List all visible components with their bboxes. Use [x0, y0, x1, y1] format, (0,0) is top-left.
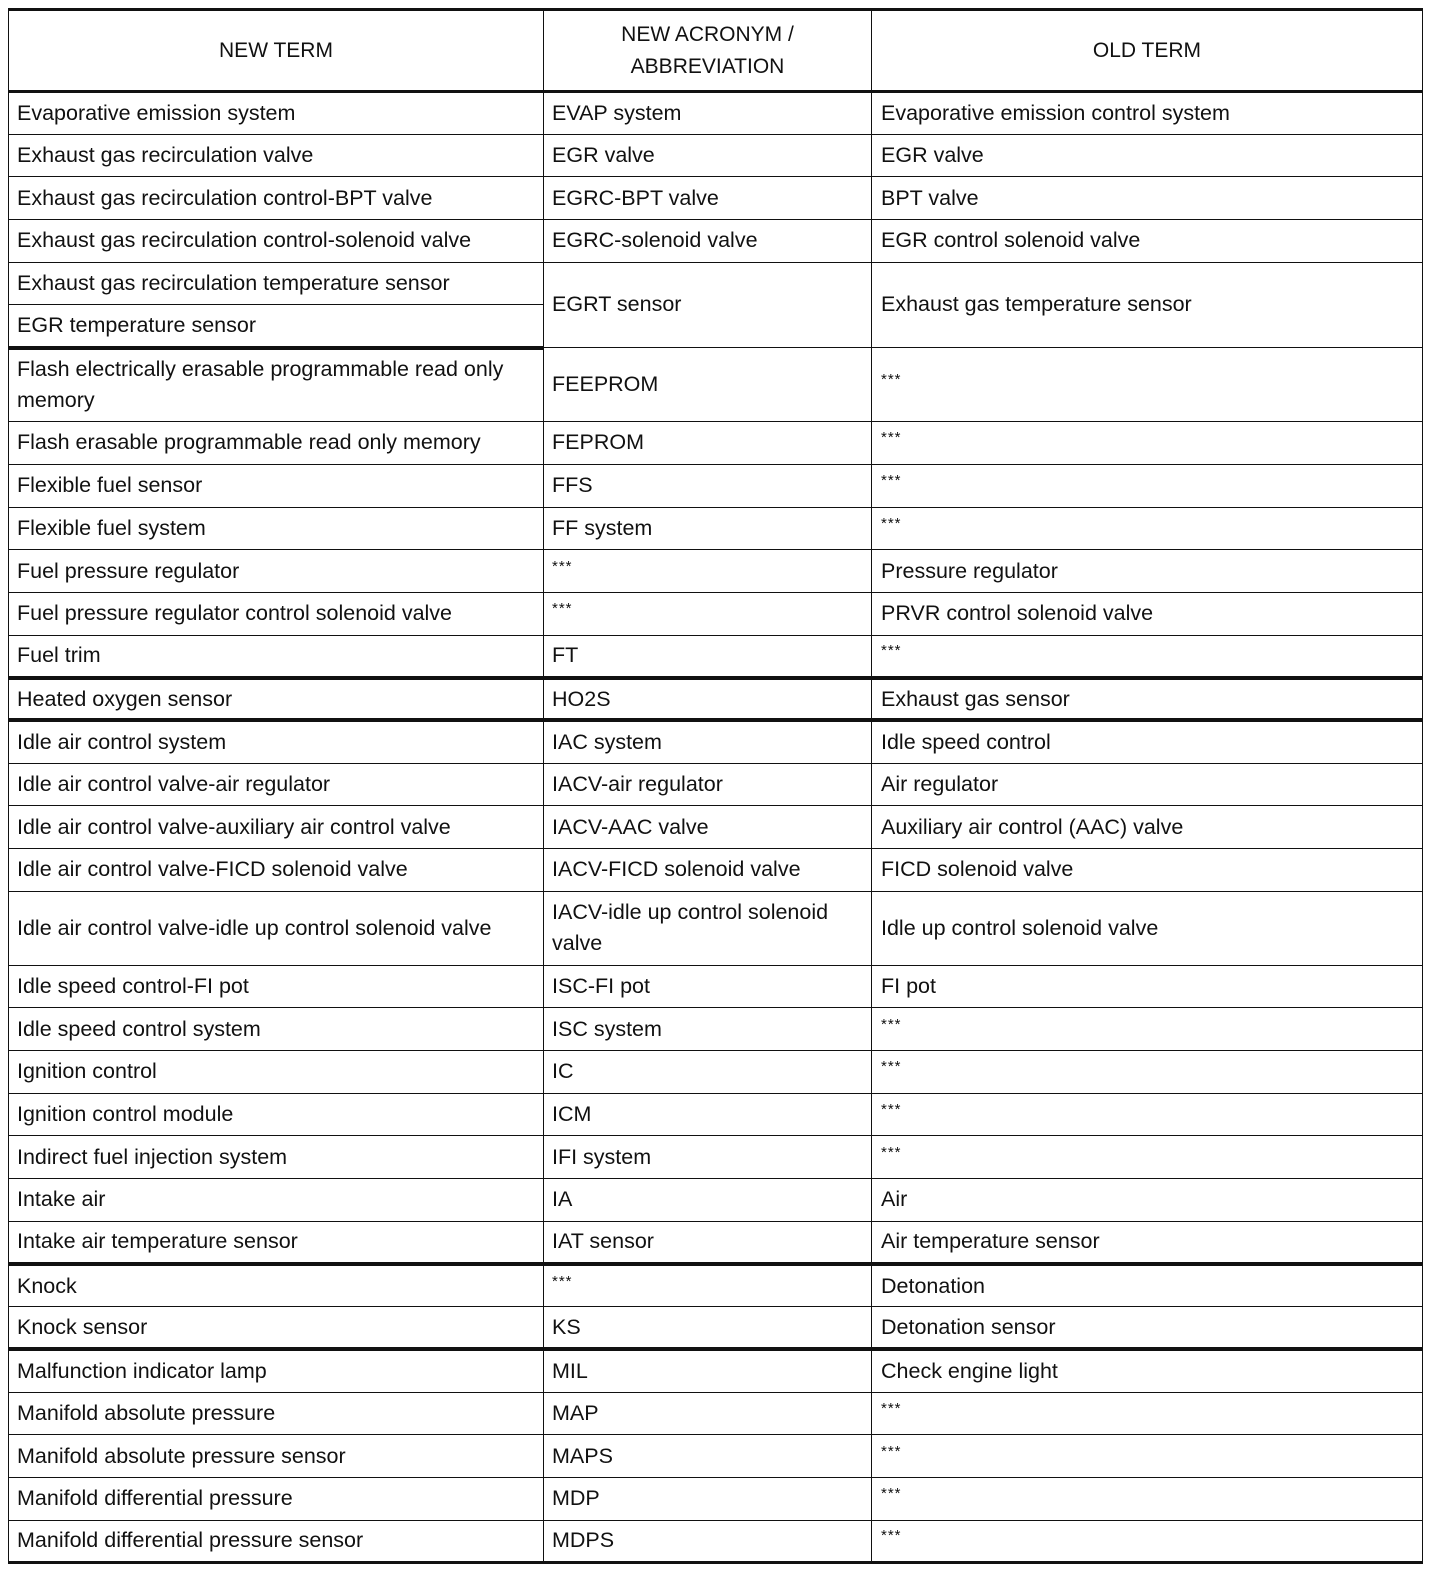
cell-acronym: MIL: [544, 1349, 872, 1392]
cell-old-term: EGR control solenoid valve: [872, 220, 1423, 263]
table-row: [9, 422, 1423, 465]
cell-acronym: FFS: [544, 464, 872, 507]
cell-acronym: IACV-FICD solenoid valve: [544, 849, 872, 892]
table-row: [9, 891, 1423, 965]
cell-acronym: MAP: [544, 1392, 872, 1435]
not-applicable-mark: ***: [881, 1485, 902, 1503]
cell-acronym: ISC system: [544, 1008, 872, 1051]
cell-old-term: Exhaust gas sensor: [872, 678, 1423, 721]
cell-new-term: Manifold absolute pressure: [9, 1392, 544, 1435]
table-row: [9, 1136, 1423, 1179]
cell-acronym: MDP: [544, 1477, 872, 1520]
cell-new-term: Idle air control valve-FICD solenoid valve: [9, 849, 544, 892]
cell-new-term: Malfunction indicator lamp: [9, 1349, 544, 1392]
terminology-sheet: [8, 8, 1422, 1564]
table-row: [9, 464, 1423, 507]
cell-new-term: Flash erasable programmable read only memory: [9, 422, 544, 465]
cell-old-term: [872, 1520, 1423, 1563]
table-row: [9, 177, 1423, 220]
cell-new-term: Ignition control: [9, 1051, 544, 1094]
cell-acronym: [544, 1264, 872, 1307]
not-applicable-mark: ***: [881, 642, 902, 660]
cell-acronym: [544, 550, 872, 593]
terminology-table: [8, 8, 1423, 1564]
cell-old-term: Idle speed control: [872, 720, 1423, 763]
header-acronym-line2: ABBREVIATION: [630, 54, 785, 78]
cell-old-term: BPT valve: [872, 177, 1423, 220]
cell-old-term: [872, 422, 1423, 465]
cell-old-term: Air: [872, 1179, 1423, 1222]
table-row: [9, 1179, 1423, 1222]
cell-new-term: Fuel pressure regulator control solenoid valve: [9, 592, 544, 635]
table-row: [9, 1221, 1423, 1264]
header-acronym-line1: NEW ACRONYM /: [621, 22, 794, 46]
cell-old-term: [872, 635, 1423, 678]
cell-old-term: [872, 1477, 1423, 1520]
cell-acronym: IACV-AAC valve: [544, 806, 872, 849]
table-row: [9, 763, 1423, 806]
cell-new-term: Idle air control valve-auxiliary air control valve: [9, 806, 544, 849]
cell-new-term: Exhaust gas recirculation control-BPT valve: [9, 177, 544, 220]
cell-new-term: Intake air temperature sensor: [9, 1221, 544, 1264]
cell-acronym: IAC system: [544, 720, 872, 763]
table-row: [9, 92, 1423, 135]
cell-old-term: Detonation: [872, 1264, 1423, 1307]
cell-new-term: Idle speed control system: [9, 1008, 544, 1051]
cell-acronym: IAT sensor: [544, 1221, 872, 1264]
table-row: [9, 507, 1423, 550]
cell-old-term: Check engine light: [872, 1349, 1423, 1392]
cell-new-term: Manifold differential pressure: [9, 1477, 544, 1520]
not-applicable-mark: ***: [881, 1143, 902, 1161]
cell-new-term: Idle speed control-FI pot: [9, 965, 544, 1008]
cell-old-term: Idle up control solenoid valve: [872, 891, 1423, 965]
cell-new-term: EGR temperature sensor: [9, 305, 544, 348]
cell-old-term: [872, 1136, 1423, 1179]
cell-acronym: FEEPROM: [544, 348, 872, 422]
table-row: [9, 1349, 1423, 1392]
cell-acronym: EGRC-BPT valve: [544, 177, 872, 220]
cell-acronym: KS: [544, 1307, 872, 1350]
table-row: [9, 1392, 1423, 1435]
table-row: [9, 262, 1423, 305]
cell-old-term: EGR valve: [872, 134, 1423, 177]
cell-new-term: Idle air control valve-air regulator: [9, 763, 544, 806]
table-row: [9, 635, 1423, 678]
cell-new-term: Evaporative emission system: [9, 92, 544, 135]
not-applicable-mark: ***: [552, 557, 573, 575]
cell-old-term: [872, 1051, 1423, 1094]
cell-acronym: MAPS: [544, 1435, 872, 1478]
header-new-term: NEW TERM: [9, 10, 544, 92]
not-applicable-mark: ***: [881, 1015, 902, 1033]
table-row: [9, 1435, 1423, 1478]
cell-new-term: Manifold absolute pressure sensor: [9, 1435, 544, 1478]
cell-old-term: Detonation sensor: [872, 1307, 1423, 1350]
cell-new-term: Flexible fuel sensor: [9, 464, 544, 507]
table-row: [9, 1051, 1423, 1094]
cell-acronym: FT: [544, 635, 872, 678]
table-row: [9, 348, 1423, 422]
not-applicable-mark: ***: [881, 514, 902, 532]
not-applicable-mark: ***: [881, 1527, 902, 1545]
cell-acronym: IC: [544, 1051, 872, 1094]
table-row: [9, 1264, 1423, 1307]
cell-new-term: Exhaust gas recirculation temperature sensor: [9, 262, 544, 305]
cell-acronym: IACV-air regulator: [544, 763, 872, 806]
cell-acronym: IACV-idle up control solenoid valve: [544, 891, 872, 965]
cell-old-term: FICD solenoid valve: [872, 849, 1423, 892]
table-row: [9, 1307, 1423, 1350]
not-applicable-mark: ***: [881, 429, 902, 447]
cell-new-term: Ignition control module: [9, 1093, 544, 1136]
cell-acronym: ISC-FI pot: [544, 965, 872, 1008]
cell-old-term: Air temperature sensor: [872, 1221, 1423, 1264]
table-row: [9, 1477, 1423, 1520]
header-new-acronym: [544, 10, 872, 92]
cell-new-term: Intake air: [9, 1179, 544, 1222]
cell-new-term: Fuel pressure regulator: [9, 550, 544, 593]
table-row: [9, 1520, 1423, 1563]
cell-acronym: IA: [544, 1179, 872, 1222]
not-applicable-mark: ***: [881, 1101, 902, 1119]
table-row: [9, 1008, 1423, 1051]
cell-acronym: EGR valve: [544, 134, 872, 177]
cell-new-term: Knock sensor: [9, 1307, 544, 1350]
cell-new-term: Indirect fuel injection system: [9, 1136, 544, 1179]
not-applicable-mark: ***: [881, 1442, 902, 1460]
table-row: [9, 965, 1423, 1008]
table-row: [9, 720, 1423, 763]
cell-old-term: [872, 1093, 1423, 1136]
cell-old-term: Pressure regulator: [872, 550, 1423, 593]
table-row: [9, 806, 1423, 849]
not-applicable-mark: ***: [881, 371, 902, 389]
cell-acronym: [544, 592, 872, 635]
cell-acronym: FEPROM: [544, 422, 872, 465]
table-row: [9, 550, 1423, 593]
cell-new-term: Fuel trim: [9, 635, 544, 678]
cell-new-term: Exhaust gas recirculation control-solenoid valve: [9, 220, 544, 263]
table-row: [9, 220, 1423, 263]
cell-old-term: Exhaust gas temperature sensor: [872, 262, 1423, 347]
cell-acronym: FF system: [544, 507, 872, 550]
table-row: [9, 592, 1423, 635]
cell-old-term: [872, 348, 1423, 422]
not-applicable-mark: ***: [881, 472, 902, 490]
table-row: [9, 134, 1423, 177]
cell-acronym: IFI system: [544, 1136, 872, 1179]
table-row: [9, 678, 1423, 721]
header-old-term: OLD TERM: [872, 10, 1423, 92]
cell-new-term: Exhaust gas recirculation valve: [9, 134, 544, 177]
cell-new-term: Heated oxygen sensor: [9, 678, 544, 721]
not-applicable-mark: ***: [881, 1399, 902, 1417]
cell-old-term: [872, 507, 1423, 550]
cell-old-term: PRVR control solenoid valve: [872, 592, 1423, 635]
cell-old-term: [872, 464, 1423, 507]
cell-old-term: [872, 1392, 1423, 1435]
cell-acronym: EGRT sensor: [544, 262, 872, 347]
cell-new-term: Flash electrically erasable programmable read only memory: [9, 348, 544, 422]
cell-old-term: [872, 1008, 1423, 1051]
not-applicable-mark: ***: [881, 1058, 902, 1076]
cell-new-term: Manifold differential pressure sensor: [9, 1520, 544, 1563]
cell-acronym: HO2S: [544, 678, 872, 721]
cell-new-term: Idle air control valve-idle up control solenoid valve: [9, 891, 544, 965]
cell-acronym: EVAP system: [544, 92, 872, 135]
not-applicable-mark: ***: [552, 1272, 573, 1290]
cell-new-term: Idle air control system: [9, 720, 544, 763]
cell-new-term: Knock: [9, 1264, 544, 1307]
cell-acronym: EGRC-solenoid valve: [544, 220, 872, 263]
table-row: [9, 849, 1423, 892]
cell-old-term: FI pot: [872, 965, 1423, 1008]
not-applicable-mark: ***: [552, 600, 573, 618]
cell-acronym: MDPS: [544, 1520, 872, 1563]
cell-old-term: [872, 1435, 1423, 1478]
table-row: [9, 1093, 1423, 1136]
table-header-row: [9, 10, 1423, 92]
cell-new-term: Flexible fuel system: [9, 507, 544, 550]
cell-old-term: Air regulator: [872, 763, 1423, 806]
cell-old-term: Auxiliary air control (AAC) valve: [872, 806, 1423, 849]
cell-old-term: Evaporative emission control system: [872, 92, 1423, 135]
cell-acronym: ICM: [544, 1093, 872, 1136]
